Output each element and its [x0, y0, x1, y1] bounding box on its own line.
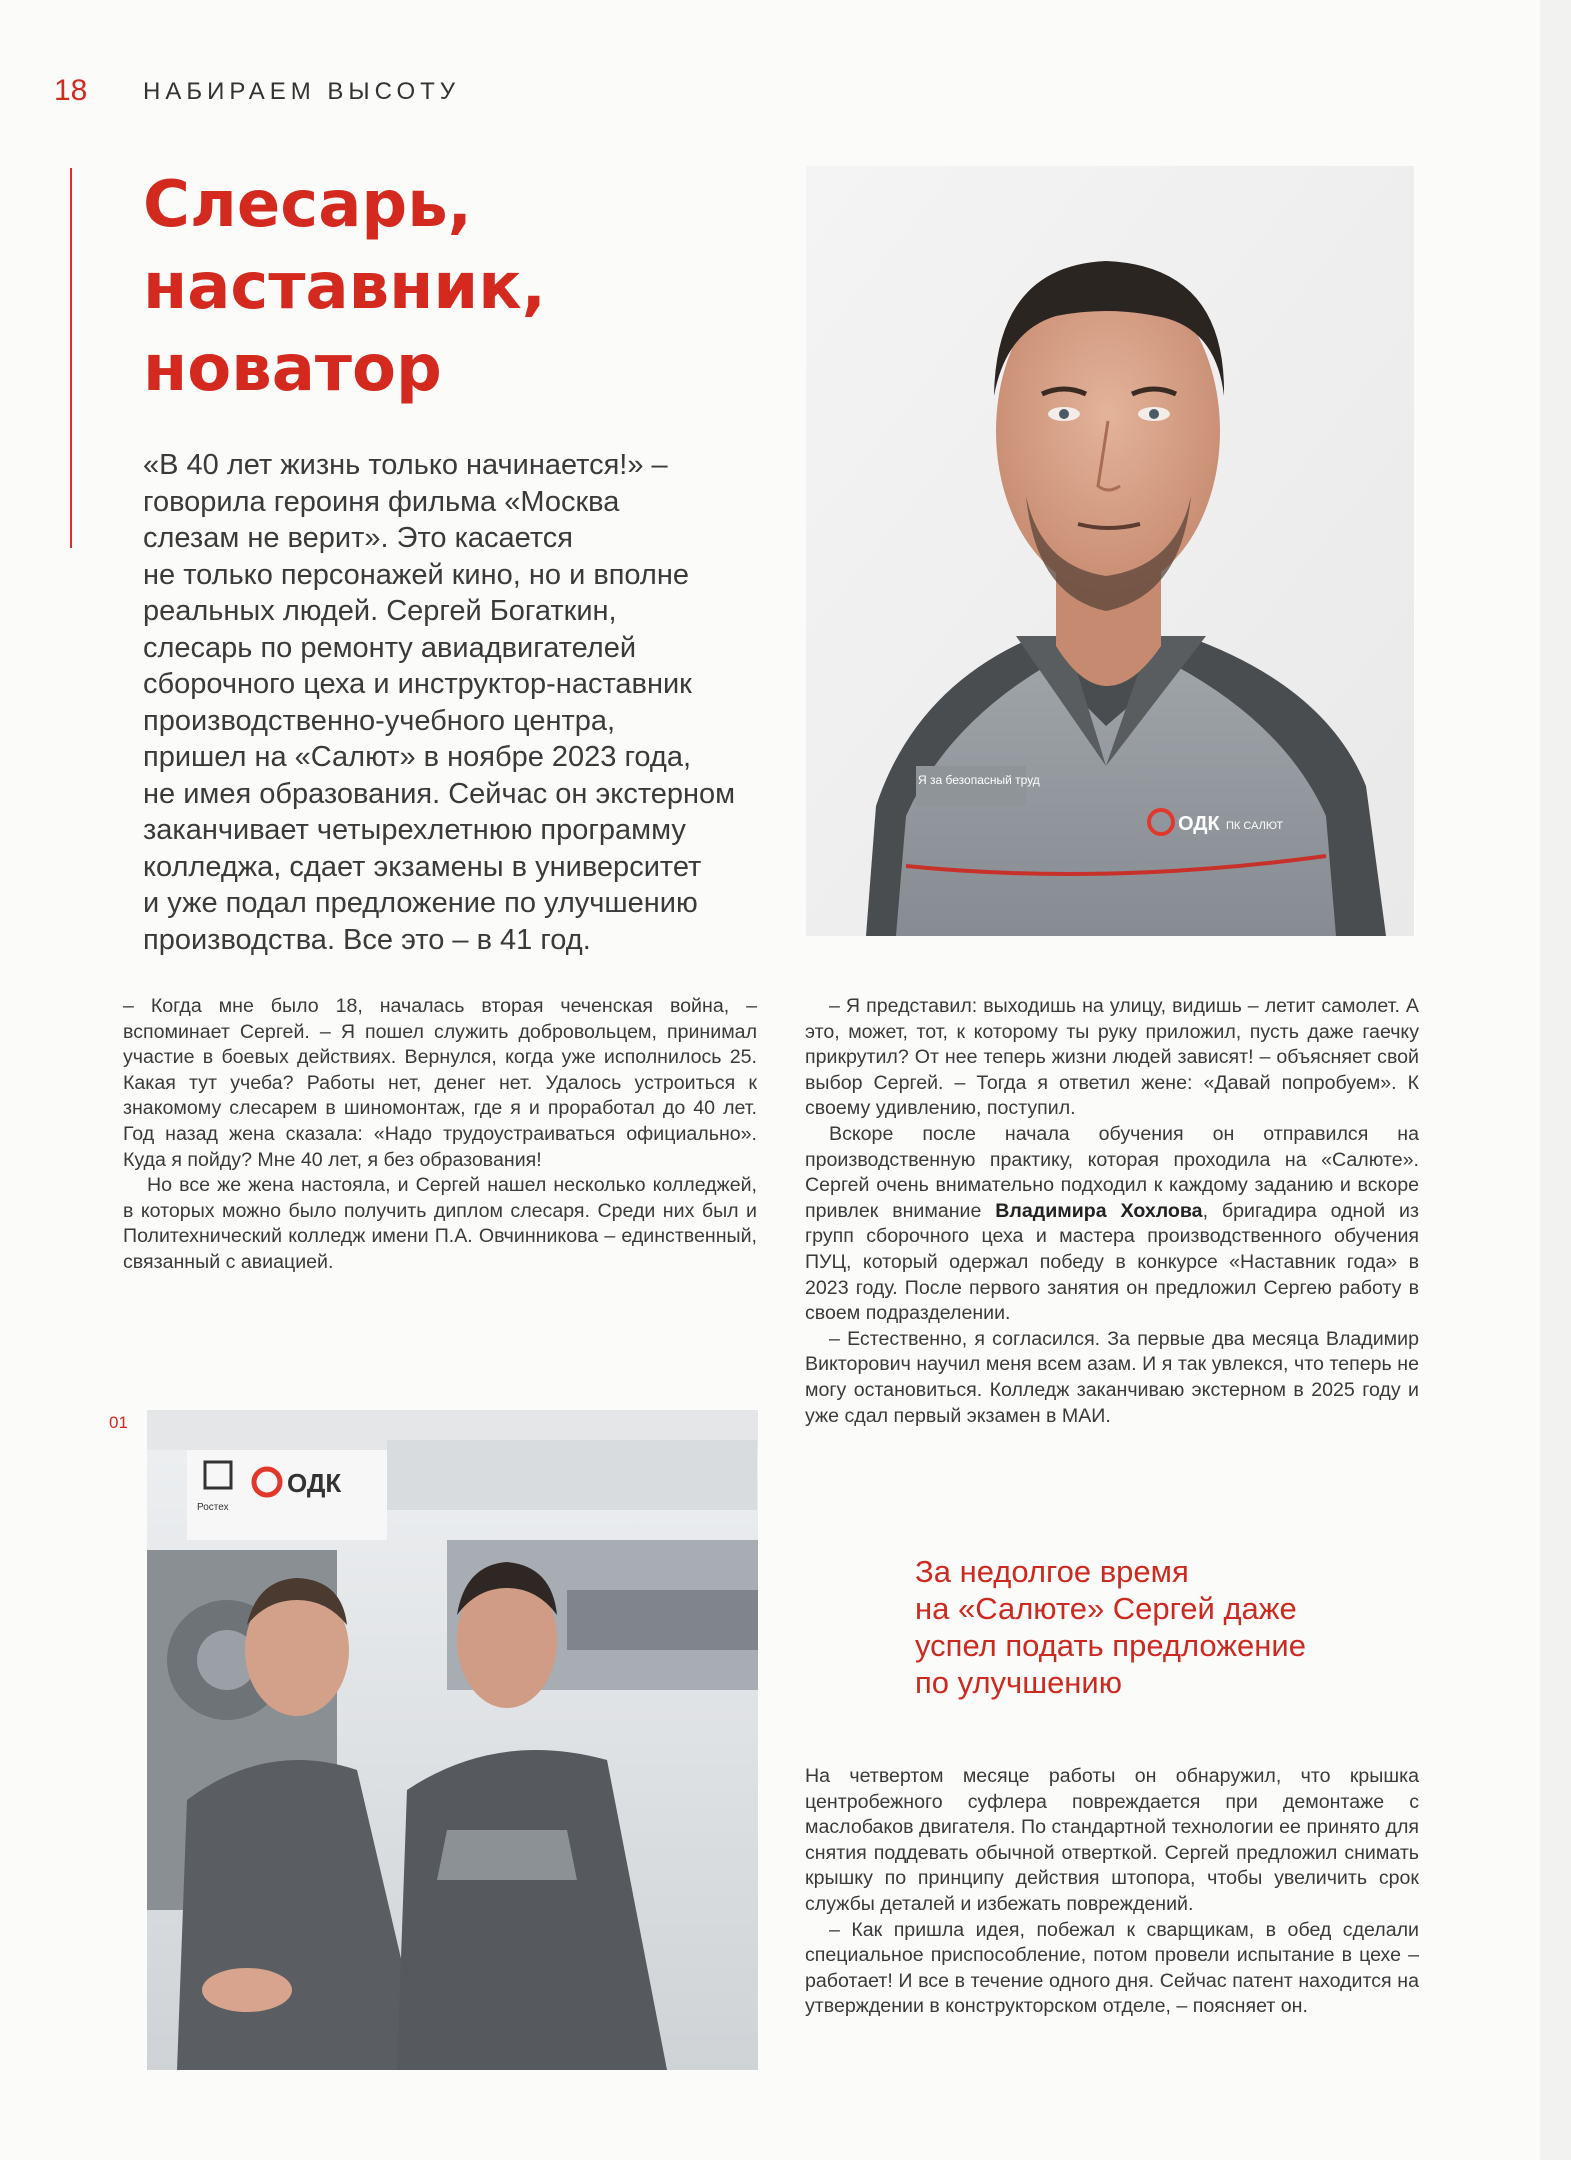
lead-line: производственно-учебного центра,: [143, 704, 616, 737]
odk-logo-text: ОДК: [287, 1468, 342, 1498]
body-column-left: [123, 994, 757, 1276]
pull-quote-line: по улучшению: [915, 1665, 1122, 1700]
paragraph: – Как пришла идея, побежал к сварщикам, в обед сделали специальное приспособление, потом провели испытание в цехе – работает! И все в течение одного дня. Сейчас патент находится на утверждении в конструкторском отделе, – поясняет он.: [805, 1918, 1419, 2018]
mentor-name: Владимира Хохлова: [995, 1199, 1203, 1222]
group-photo: [147, 1410, 758, 2070]
paragraph: – Я представил: выходишь на улицу, видишь – летит самолет. А это, может, тот, к которому ты руку приложил, пусть даже гаечку прикрутил? От нее теперь жизни людей зависят! – объясняет свой выбор Сергей. – Тогда я ответил жене: «Давай попробуем». К своему удивлению, поступил.: [805, 995, 1419, 1120]
page-number: 18: [54, 74, 88, 107]
lead-line: не имея образования. Сейчас он экстерном: [143, 777, 736, 810]
lead-line: пришел на «Салют» в ноябре 2023 года,: [143, 741, 692, 773]
paragraph: На четвертом месяце работы он обнаружил, что крышка центробежного суфлера повреждается при демонтаже с маслобаков двигателя. По стандартной технологии ее принято для снятия поддевать обычной отверткой. Сергей предложил снимать крышку по принципу действия штопора, чтобы увеличить срок службы деталей и избежать повреждений.: [805, 1765, 1419, 1915]
lead-line: заканчивает четырехлетнюю программу: [143, 814, 686, 846]
lead-line: и уже подал предложение по улучшению: [143, 887, 698, 919]
headline-line: новатор: [143, 332, 442, 406]
paragraph: – Когда мне было 18, началась вторая чеченская война, – вспоминает Сергей. – Я пошел служить добровольцем, принимал участие в боевых действиях. Вернулся, когда уже исполнилось 25. Какая тут учеба? Работы нет, денег нет. Удалось устроиться к знакомому слесарем в шиномонтаж, где я и проработал до 40 лет. Год назад жена сказала: «Надо трудоустраиваться официально». Куда я пойду? Мне 40 лет, я без образования!: [123, 995, 757, 1171]
odk-badge-text: ОДК: [1178, 813, 1220, 835]
lead-line: слесарь по ремонту авиадвигателей: [143, 631, 637, 664]
body-column-right: [805, 994, 1419, 1429]
lead-line: говорила героиня фильма «Москва: [143, 485, 620, 518]
pull-quote-line: на «Салюте» Сергей даже: [915, 1591, 1297, 1626]
lead-line: сборочного цеха и инструктор-наставник: [143, 668, 692, 700]
paragraph-text: , бригадира одной из групп сборочного цеха и мастера производственного обучения ПУЦ, который одержал победу в конкурсе «Наставник года» в 2023 году. После первого занятия он предложил Сергею работу в своем подразделении.: [805, 1199, 1419, 1325]
lead-line: колледжа, сдает экзамены в университет: [143, 850, 702, 883]
group-illustration: [147, 1410, 758, 2070]
pull-quote-line: За недолгое время: [915, 1554, 1189, 1589]
headline-line: наставник,: [143, 250, 546, 324]
section-title: НАБИРАЕМ ВЫСОТУ: [143, 78, 461, 105]
paragraph-text: Вскоре после начала обучения он отправился на производственную практику, которая проходила на «Салюте». Сергей очень внимательно подходил к каждому заданию и вскоре привлек внимание: [805, 1122, 1419, 1222]
headline-line: Слесарь,: [143, 168, 472, 242]
body-column-right-bottom: [805, 1764, 1419, 2020]
lead-line: «В 40 лет жизнь только начинается!» –: [143, 449, 668, 481]
patch-text: Я за безопасный труд: [918, 773, 1040, 787]
lead-line: производства. Все это – в 41 год.: [143, 923, 591, 956]
portrait-illustration: [806, 166, 1414, 936]
pull-quote-line: успел подать предложение: [915, 1628, 1306, 1663]
rostec-text: Ростех: [197, 1502, 229, 1513]
headline: [143, 164, 763, 410]
photo-number: 01: [109, 1413, 128, 1432]
headline-rule: [70, 168, 72, 548]
portrait-photo: [806, 166, 1414, 936]
odk-badge-sub: ПК САЛЮТ: [1226, 820, 1284, 832]
pull-quote: [915, 1553, 1415, 1701]
lead-line: реальных людей. Сергей Богаткин,: [143, 595, 617, 627]
paragraph: – Естественно, я согласился. За первые два месяца Владимир Викторович научил меня всем азам. И я так увлекся, что теперь не могу остановиться. Колледж заканчиваю экстерном в 2025 году и уже сдал первый экзамен в МАИ.: [805, 1327, 1419, 1427]
lead-paragraph: [143, 447, 773, 958]
paragraph: [805, 1122, 1419, 1327]
lead-line: не только персонажей кино, но и вполне: [143, 558, 689, 591]
lead-line: слезам не верит». Это касается: [143, 522, 573, 554]
paragraph: Но все же жена настояла, и Сергей нашел несколько колледжей, в которых можно было получить диплом слесаря. Среди них был и Политехнический колледж имени П.А. Овчинникова – единственный, связанный с авиацией.: [123, 1174, 757, 1273]
